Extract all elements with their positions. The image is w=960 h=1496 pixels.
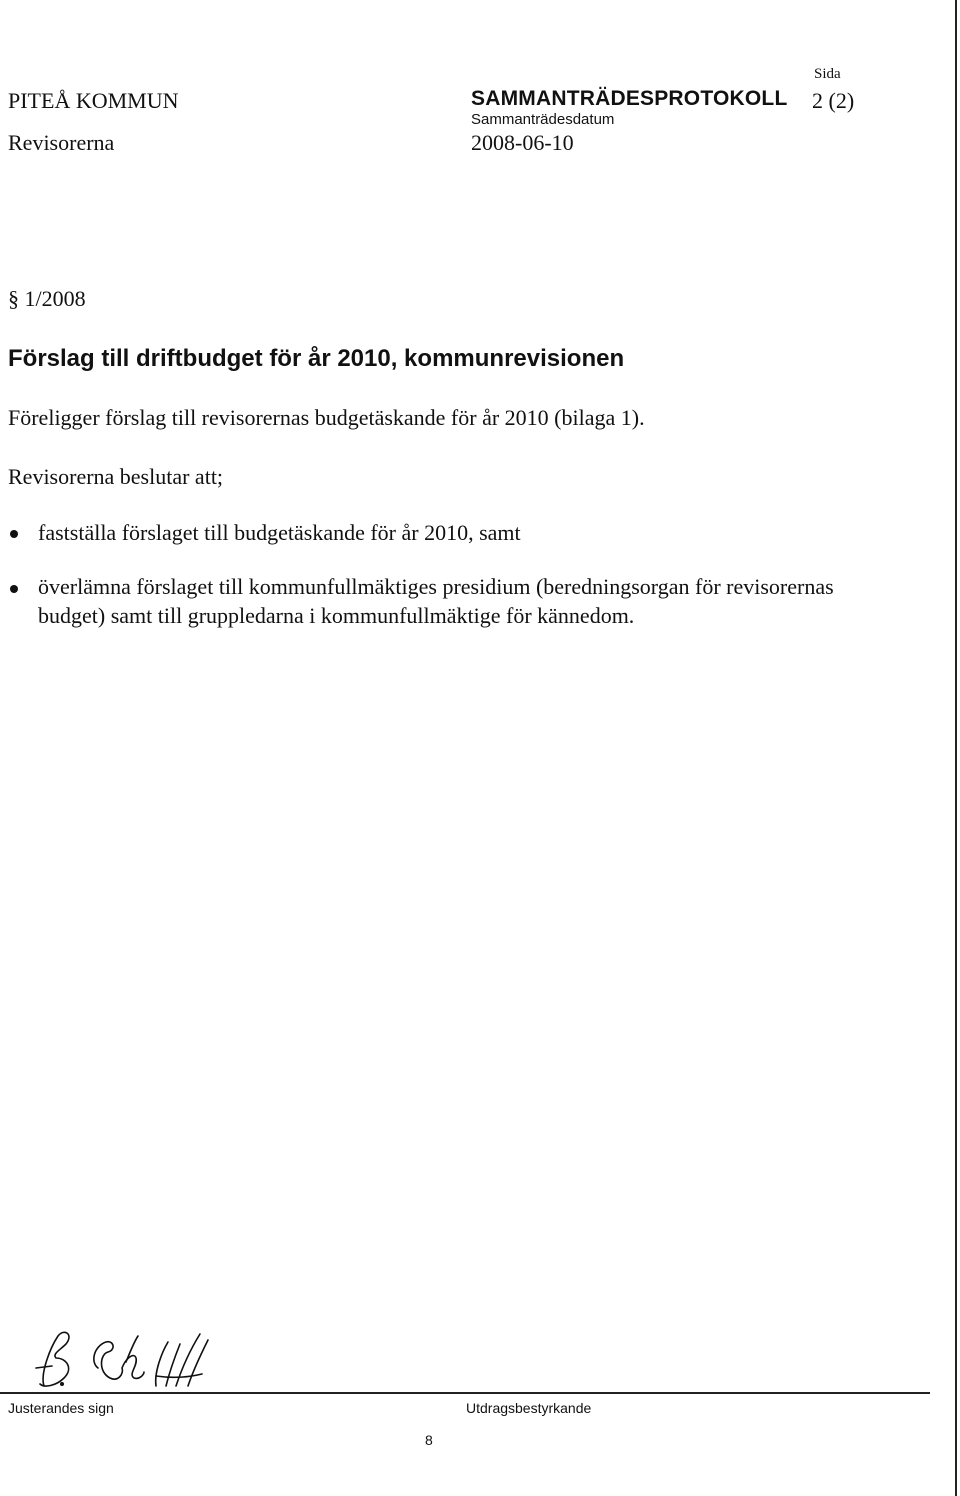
- page-number: 8: [425, 1432, 433, 1448]
- meeting-date: 2008-06-10: [471, 130, 574, 155]
- bullet-item-2-line-1: överlämna förslaget till kommunfullmäktiges presidium (beredningsorgan för revisorernas: [38, 574, 834, 599]
- organization-name: PITEÅ KOMMUN: [8, 88, 179, 113]
- utdragsbestyrkande-label: Utdragsbestyrkande: [466, 1400, 592, 1416]
- bullet-icon: [10, 530, 18, 538]
- date-label: Sammanträdesdatum: [471, 111, 615, 128]
- section-title: Förslag till driftbudget för år 2010, kommunrevisionen: [8, 345, 625, 372]
- justerandes-sign-label: Justerandes sign: [8, 1400, 114, 1416]
- department-name: Revisorerna: [8, 130, 115, 155]
- footer-divider: [0, 1392, 930, 1394]
- bullet-item-2-line-2: budget) samt till gruppledarna i kommunfullmäktige för kännedom.: [38, 603, 635, 628]
- intro-text: Föreligger förslag till revisorernas budgetäskande för år 2010 (bilaga 1).: [8, 405, 645, 430]
- paragraph-number: § 1/2008: [8, 286, 86, 311]
- bullet-icon: [10, 585, 18, 593]
- bullet-item-1: fastställa förslaget till budgetäskande för år 2010, samt: [38, 520, 521, 545]
- page-right-border: [955, 0, 957, 1496]
- handwritten-signatures: [30, 1328, 230, 1394]
- document-type: SAMMANTRÄDESPROTOKOLL: [471, 87, 788, 110]
- page-indicator: 2 (2): [812, 88, 855, 113]
- decision-lead: Revisorerna beslutar att;: [8, 464, 224, 489]
- page-label: Sida: [814, 66, 841, 82]
